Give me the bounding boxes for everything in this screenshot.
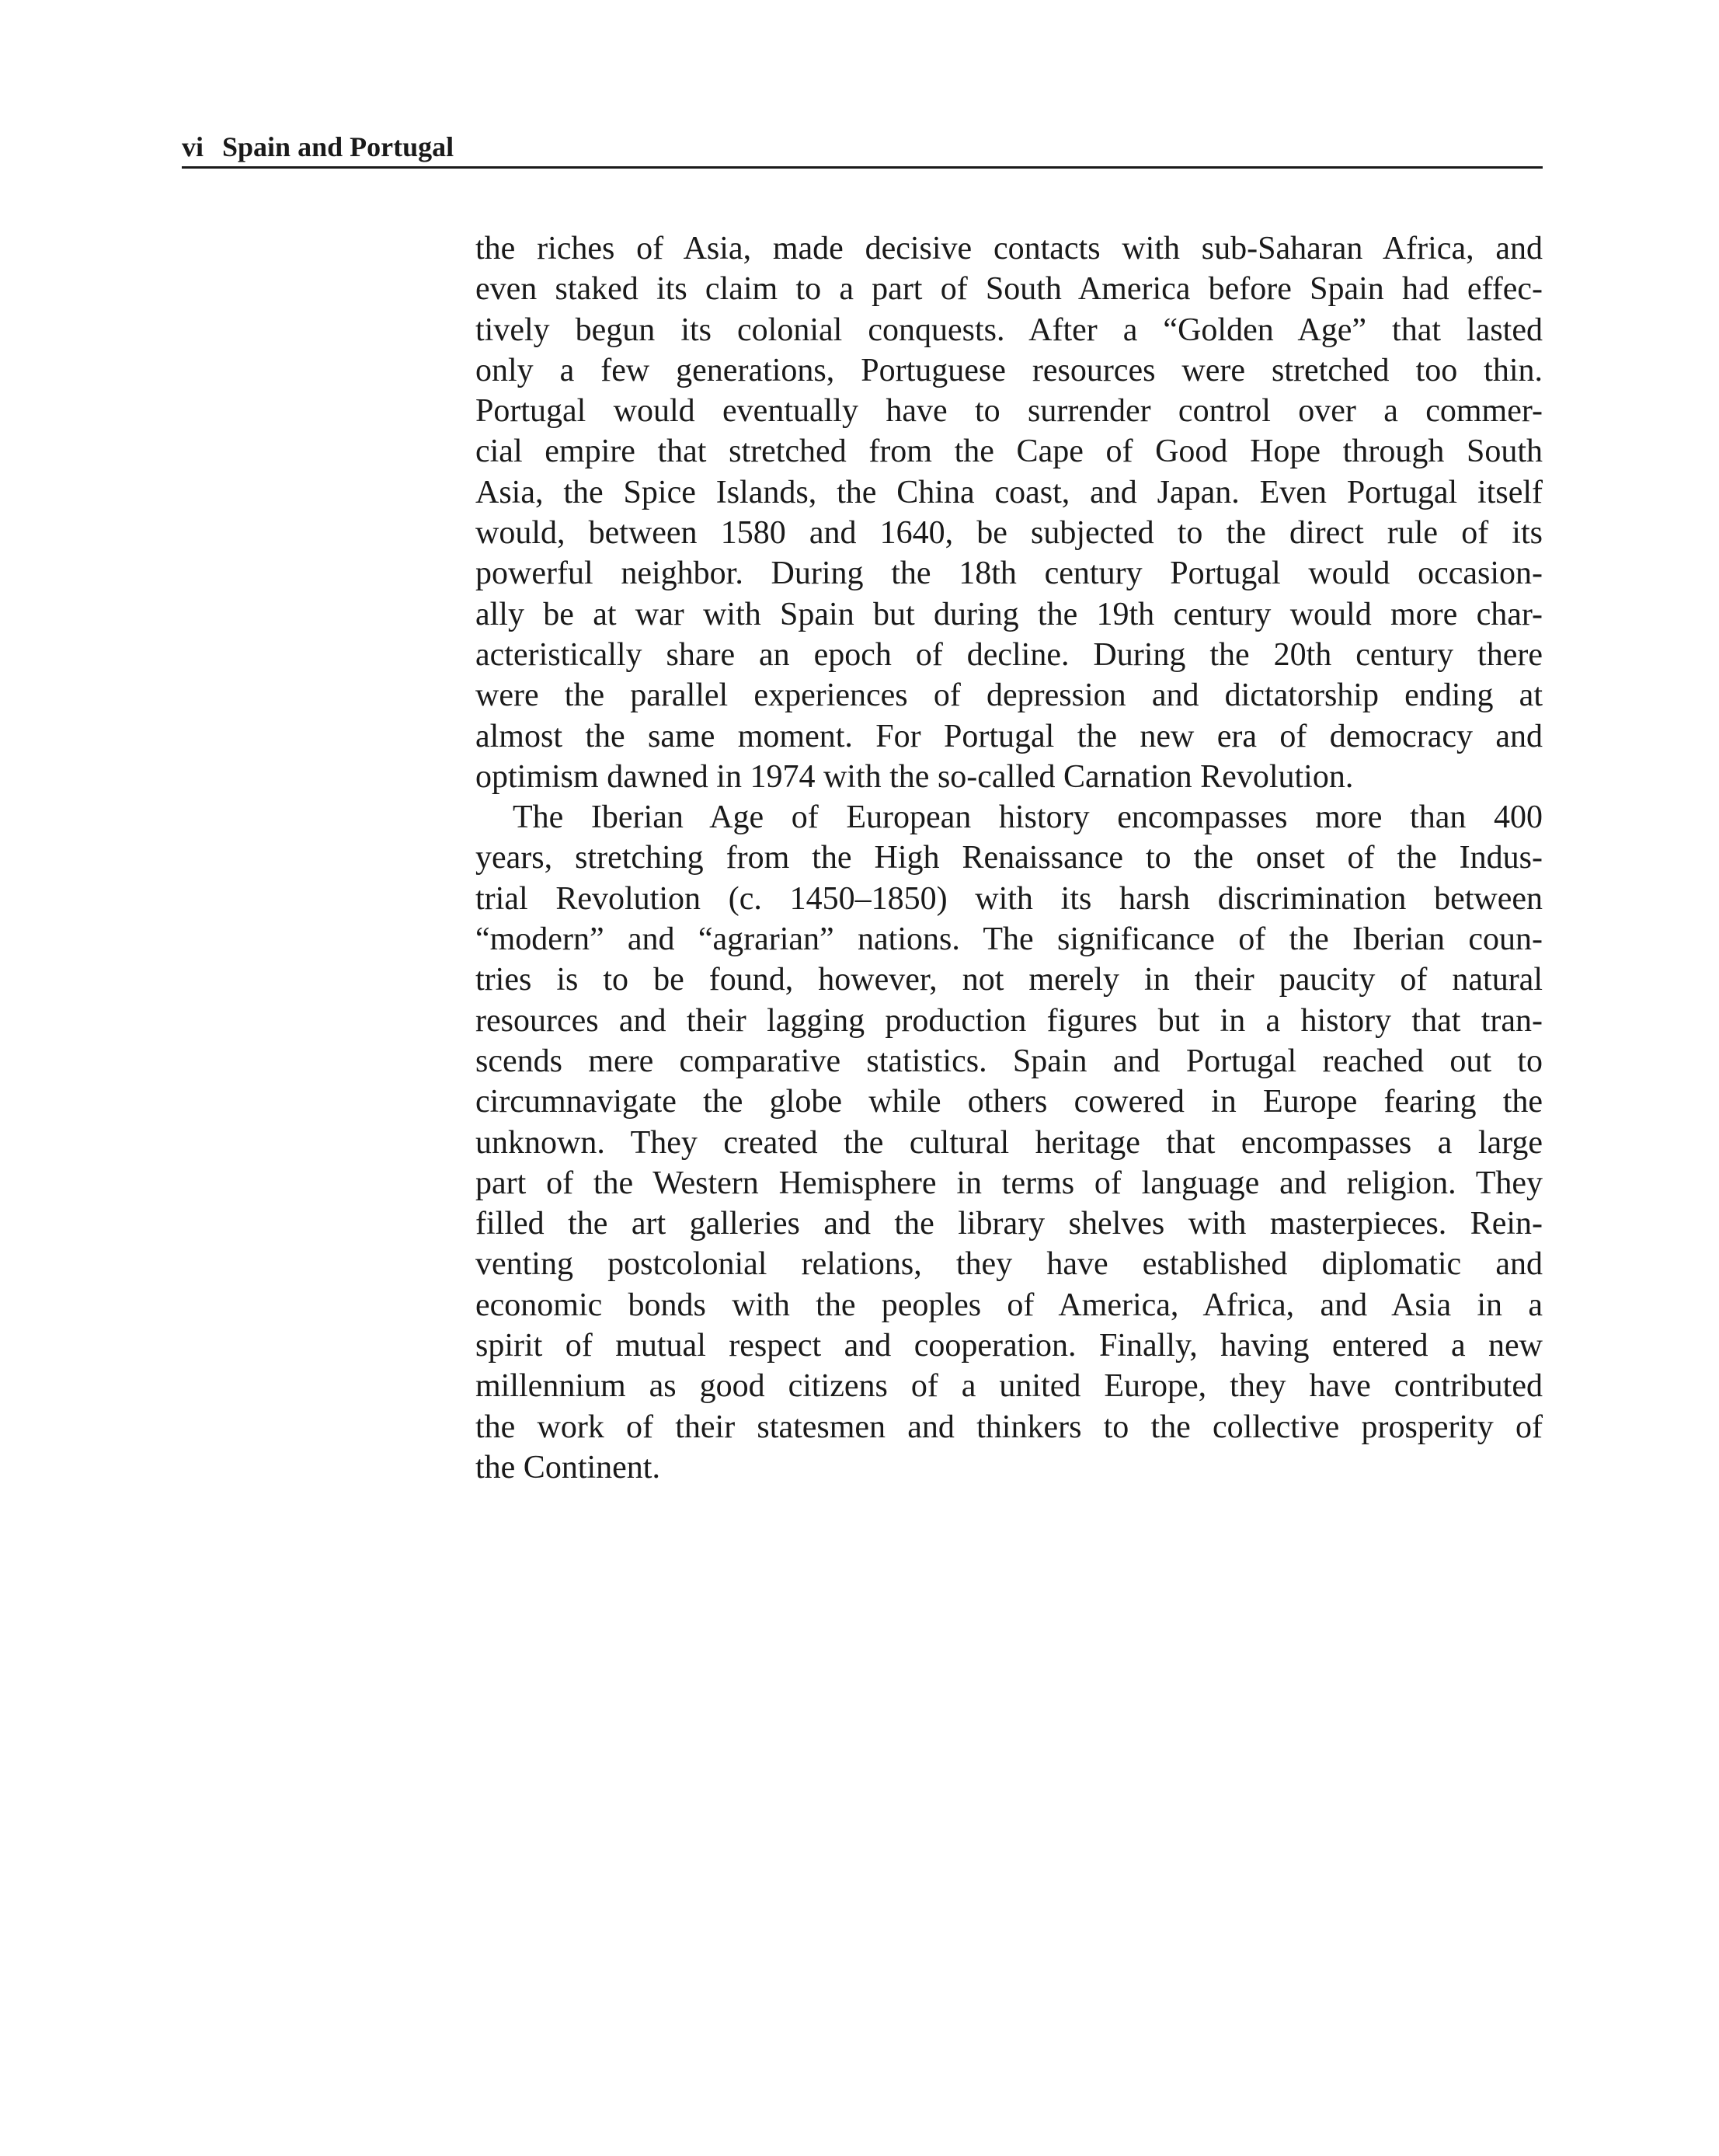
text-line: were the parallel experiences of depression and dictatorship ending at	[475, 677, 1543, 714]
text-line: “modern” and “agrarian” nations. The significance of the Iberian coun-	[475, 921, 1543, 958]
text-line: optimism dawned in 1974 with the so-called Carnation Revolution.	[475, 758, 1354, 795]
text-line: part of the Western Hemisphere in terms of language and religion. They	[475, 1165, 1543, 1201]
text-line: tries is to be found, however, not merely in their paucity of natural	[475, 962, 1543, 998]
page-number: vi	[182, 131, 204, 162]
text-line: only a few generations, Portuguese resources were stretched too thin.	[475, 352, 1543, 388]
paragraph-2	[475, 797, 1543, 1488]
text-line: unknown. They created the cultural heritage that encompasses a large	[475, 1124, 1543, 1161]
text-line: spirit of mutual respect and cooperation. Finally, having entered a new	[475, 1328, 1543, 1364]
text-line: filled the art galleries and the library shelves with masterpieces. Rein-	[475, 1206, 1543, 1242]
text-line: venting postcolonial relations, they have established diplomatic and	[475, 1246, 1543, 1283]
text-line: ally be at war with Spain but during the 19th century would more char-	[475, 596, 1543, 632]
text-line: even staked its claim to a part of South America before Spain had effec-	[475, 271, 1543, 308]
text-line: would, between 1580 and 1640, be subjected to the direct rule of its	[475, 515, 1543, 552]
text-line: millennium as good citizens of a united Europe, they have contributed	[475, 1368, 1543, 1405]
text-line: Portugal would eventually have to surrender control over a commer-	[475, 393, 1543, 430]
text-line: resources and their lagging production figures but in a history that tran-	[475, 1002, 1543, 1039]
running-head	[182, 127, 1543, 169]
text-line: scends mere comparative statistics. Spain and Portugal reached out to	[475, 1043, 1543, 1079]
paragraph-1	[475, 228, 1543, 797]
text-line: the Continent.	[475, 1449, 660, 1486]
text-line: almost the same moment. For Portugal the new era of democracy and	[475, 718, 1543, 754]
text-line: cial empire that stretched from the Cape of Good Hope through South	[475, 434, 1543, 470]
text-line: economic bonds with the peoples of America, Africa, and Asia in a	[475, 1287, 1543, 1323]
running-head-title: Spain and Portugal	[222, 131, 454, 162]
text-line: acteristically share an epoch of decline. During the 20th century there	[475, 636, 1543, 673]
text-line: trial Revolution (c. 1450–1850) with its harsh discrimination between	[475, 880, 1543, 917]
text-line: The Iberian Age of European history encompasses more than 400	[513, 799, 1543, 836]
text-line: Asia, the Spice Islands, the China coast, and Japan. Even Portugal itself	[475, 474, 1543, 510]
text-line: circumnavigate the globe while others cowered in Europe fearing the	[475, 1084, 1543, 1120]
text-line: tively begun its colonial conquests. After a “Golden Age” that lasted	[475, 312, 1543, 348]
text-line: years, stretching from the High Renaissance to the onset of the Indus-	[475, 840, 1543, 876]
text-line: the riches of Asia, made decisive contacts with sub-Saharan Africa, and	[475, 231, 1543, 266]
text-line: powerful neighbor. During the 18th century Portugal would occasion-	[475, 556, 1543, 592]
body-text	[475, 228, 1543, 1488]
text-line: the work of their statesmen and thinkers to the collective prosperity of	[475, 1409, 1543, 1445]
